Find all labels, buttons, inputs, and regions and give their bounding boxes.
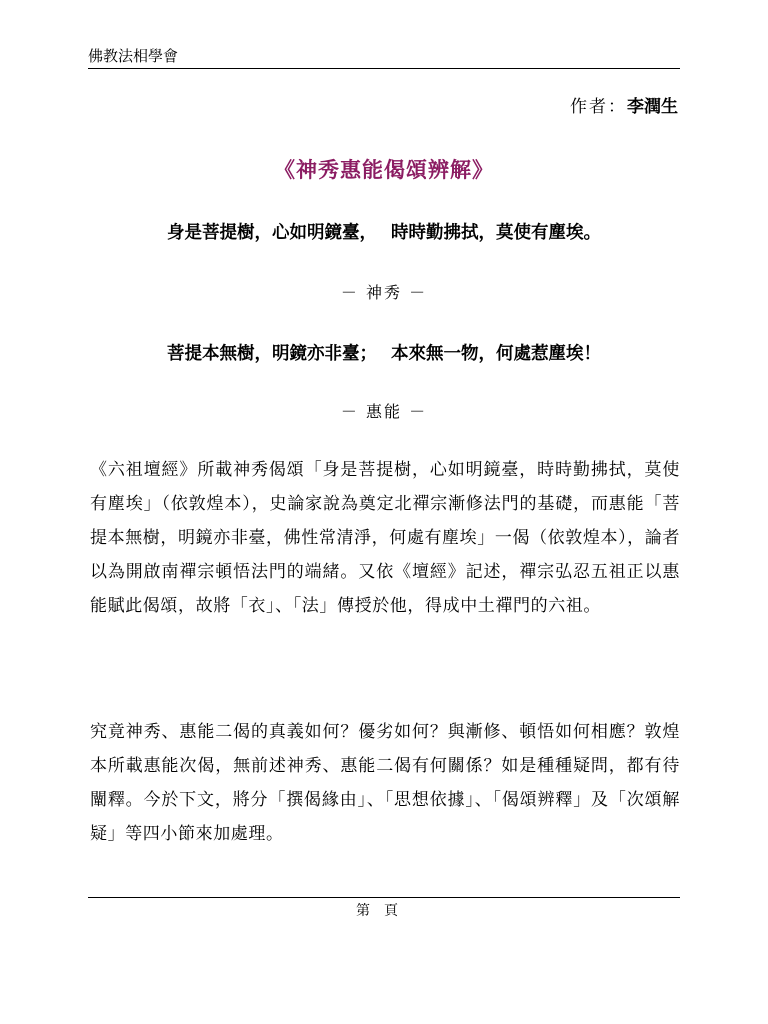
page-number-footer: 第頁 — [356, 903, 412, 919]
verse-attribution-huineng: － 惠能 － — [340, 402, 428, 421]
body-paragraph: 《六祖壇經》所載神秀偈頌「身是菩提樹，心如明鏡臺，時時勤拂拭，莫使有塵埃」（依敦煌本），史論家說為奠定北禪宗漸修法門的基礎，而惠能「菩提本無樹，明鏡亦非臺，佛性常清淨，何處有塵埃」一偈（依敦煌本），論者以為開啟南禪宗頓悟法門的端緒。又依《壇經》記述，禪宗弘忍五祖正以惠能賦此偈頌，故將「衣」、「法」傳授於他，得成中土禪門的六祖。 — [90, 460, 680, 616]
verse-huineng — [0, 342, 768, 366]
verse-line-b: 時時勤拂拭，莫使有塵埃。 — [391, 223, 601, 243]
verse-line-a: 菩提本無樹，明鏡亦非臺； — [167, 344, 377, 364]
footer-divider — [88, 897, 680, 898]
verse-attribution-shenxiu: － 神秀 － — [340, 283, 428, 302]
document-title: 《神秀惠能偈頌辨解》 — [274, 157, 494, 182]
header-title: 佛教法相學會 — [88, 47, 179, 65]
verse-line-a: 身是菩提樹，心如明鏡臺， — [167, 223, 377, 243]
body-paragraph: 究竟神秀、惠能二偈的真義如何？優劣如何？與漸修、頓悟如何相應？敦煌本所載惠能次偈，無前述神秀、惠能二偈有何關係？如是種種疑問，都有待闡釋。今於下文，將分「撰偈緣由」、「思想依據」、「偈頌辨釋」及「次頌解疑」等四小節來加處理。 — [90, 722, 680, 844]
author-label: 作者： — [570, 97, 627, 117]
author-name: 李潤生 — [627, 97, 678, 117]
page-header — [88, 44, 680, 69]
verse-shenxiu — [0, 221, 768, 245]
author-line — [570, 96, 678, 118]
verse-line-b: 本來無一物，何處惹塵埃！ — [391, 344, 601, 364]
